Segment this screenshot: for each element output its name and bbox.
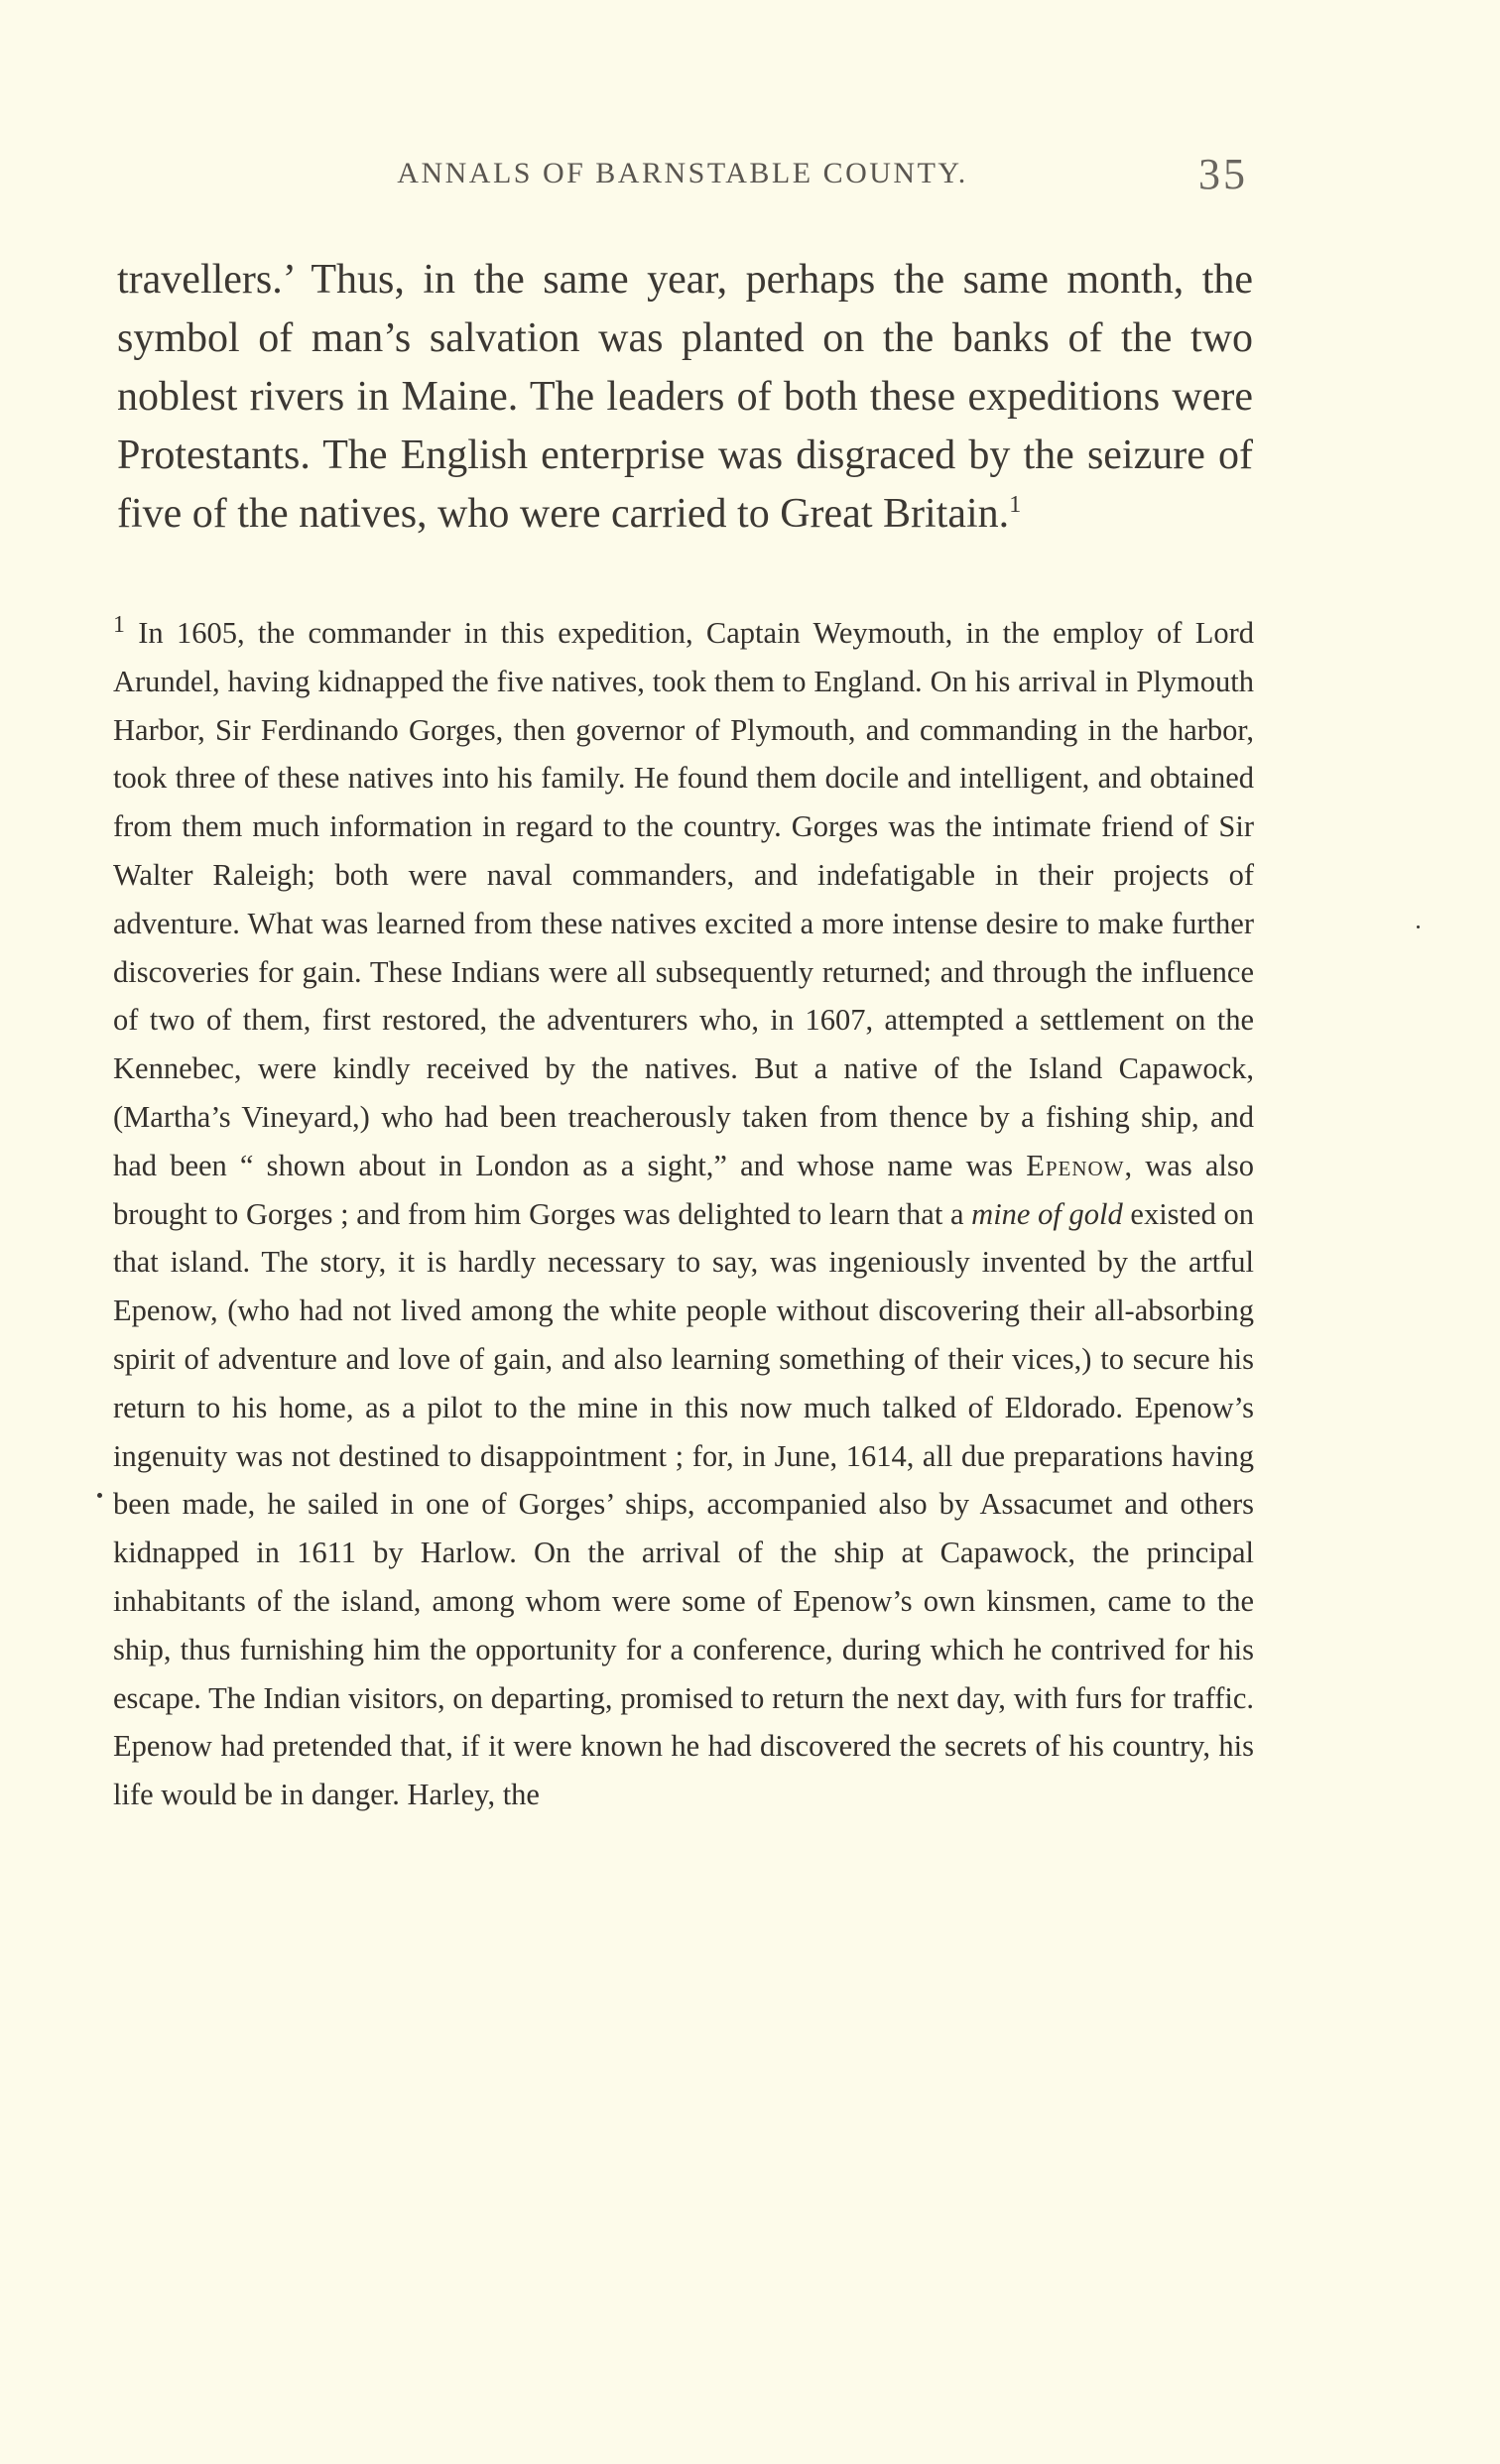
footnote: [113, 609, 1254, 1819]
main-paragraph-text: travellers.’ Thus, in the same year, perhaps the same month, the symbol of man’s salvation was planted on the banks of the two noblest rivers in Maine. The leaders of both these expeditions were Protestants. The English enterprise was disgraced by the seizure of five of the natives, who were carried to Great Britain.: [117, 257, 1253, 537]
page-number: 35: [1198, 150, 1248, 198]
footnote-italic-phrase: mine of gold: [971, 1196, 1123, 1231]
margin-speck: [1417, 925, 1420, 928]
footnote-reference: 1: [1009, 491, 1022, 518]
running-header: [117, 149, 1248, 198]
main-paragraph: [117, 251, 1253, 544]
footnote-name-epenow: Epenow: [1026, 1148, 1125, 1182]
footnote-marker: 1: [113, 611, 125, 638]
footnote-text-part2: , was also brought to Gorges ; and from him Gorges was delighted to learn that a: [113, 1148, 1254, 1231]
footnote-text-part1: In 1605, the commander in this expedition, Captain Weymouth, in the employ of Lord Arundel, having kidnapped the five natives, took them to England. On his arrival in Plymouth Harbor, Sir Ferdinando Gorges, then governor of Plymouth, and commanding in the harbor, took three of these natives into his family. He found them docile and intelligent, and obtained from them much information in regard to the country. Gorges was the intimate friend of Sir Walter Raleigh; both were naval commanders, and indefatigable in their projects of adventure. What was learned from these natives excited a more intense desire to make further discoveries for gain. These Indians were all subsequently returned; and through the influence of two of them, first restored, the adventurers who, in 1607, attempted a settlement on the Kennebec, were kindly received by the natives. But a native of the Island Capawock, (Martha’s Vineyard,) who had been treacherously taken from thence by a fishing ship, and had been “ shown about in London as a sight,” and whose name was: [113, 616, 1255, 1182]
running-title: ANNALS OF BARNSTABLE COUNTY.: [397, 157, 968, 189]
footnote-text-part3: existed on that island. The story, it is hardly necessary to say, was ingeniously invented by the artful Epenow, (who had not lived among the white people without discovering their all-absorbing spirit of adventure and love of gain, and also learning something of their vices,) to secure his return to his home, as a pilot to the mine in this now much talked of Eldorado. Epenow’s ingenuity was not destined to disappointment ; for, in June, 1614, all due preparations having been made, he sailed in one of Gorges’ ships, accompanied also by Assacumet and others kidnapped in 1611 by Harlow. On the arrival of the ship at Capawock, the principal inhabitants of the island, among whom were some of Epenow’s own kinsmen, came to the ship, thus furnishing him the opportunity for a conference, during which he contrived for his escape. The Indian visitors, on departing, promised to return the next day, with furs for traffic. Epenow had pretended that, if it were known he had discovered the secrets of his country, his life would be in danger. Harley, the: [113, 1196, 1254, 1812]
margin-speck: [97, 1493, 102, 1498]
